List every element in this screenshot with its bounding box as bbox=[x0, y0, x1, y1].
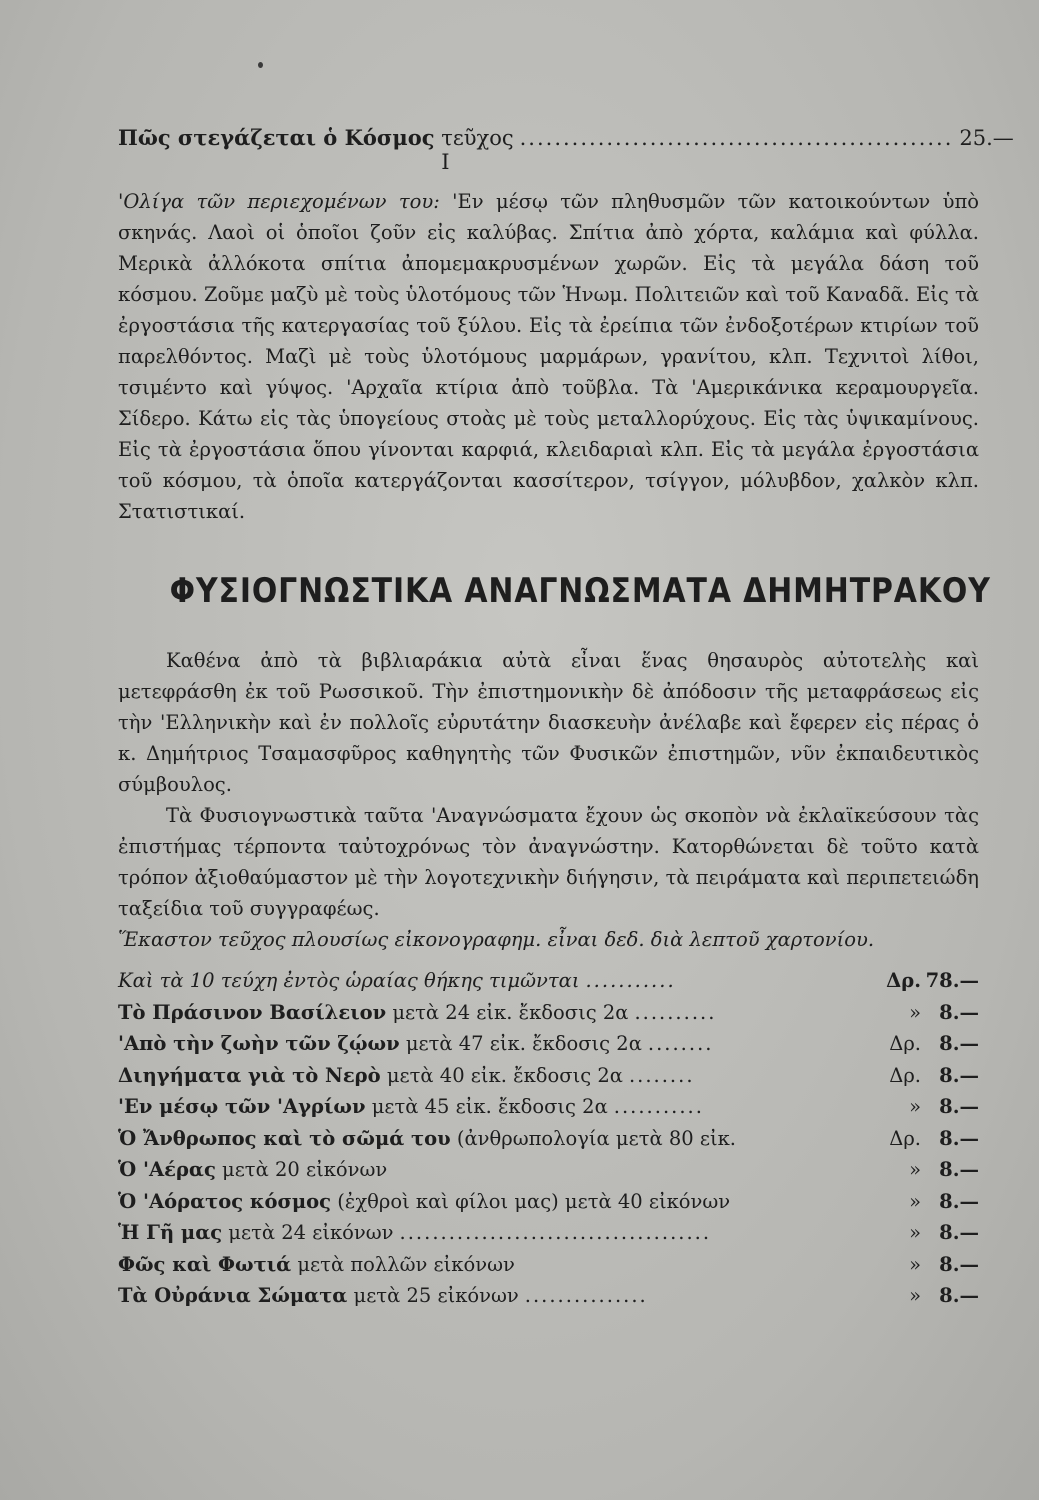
header-entry bbox=[118, 125, 1014, 174]
leader-dots: ...................................... bbox=[399, 1221, 712, 1244]
price-row bbox=[118, 1028, 979, 1060]
price-amount: 8.— bbox=[939, 1158, 979, 1181]
price-currency: » bbox=[909, 1221, 921, 1244]
price-currency: Δρ. bbox=[889, 1032, 921, 1055]
price-row bbox=[118, 965, 979, 997]
header-issue: τεῦχος I bbox=[441, 126, 514, 174]
price-row bbox=[118, 1060, 979, 1092]
price-row bbox=[118, 1249, 979, 1281]
series-banner: ΦΥΣΙΟΓΝΩΣΤΙΚΑ ΑΝΑΓΝΩΣΜΑΤΑ ΔΗΜΗΤΡΑΚΟΥ bbox=[169, 571, 991, 611]
price-row-title: Ὁ Ἄνθρωπος καὶ τὸ σῶμά του (ἀνθρωπολογία μετὰ 80 εἰκ. bbox=[118, 1126, 737, 1150]
price-currency: » bbox=[909, 1252, 921, 1276]
contents-lead-in: 'Ολίγα τῶν περιεχομένων του: bbox=[118, 190, 440, 213]
price-amount: 8.— bbox=[939, 1032, 979, 1055]
price-amount: 8.— bbox=[939, 1221, 979, 1244]
price-row-title: 'Εν μέσῳ τῶν 'Αγρίων μετὰ 45 εἰκ. ἔκδοσις 2α bbox=[118, 1095, 608, 1118]
price-currency: Δρ. bbox=[886, 969, 921, 992]
price-amount: 8.— bbox=[939, 1189, 979, 1213]
leader-dots: ........... bbox=[613, 1095, 704, 1118]
header-page-number: 25.— bbox=[959, 126, 1014, 150]
price-amount: 8.— bbox=[939, 1000, 979, 1024]
price-row bbox=[118, 997, 979, 1029]
price-amount: 8.— bbox=[939, 1252, 979, 1276]
price-currency: » bbox=[909, 1189, 921, 1213]
price-currency: Δρ. bbox=[889, 1063, 921, 1087]
contents-paragraph bbox=[118, 186, 979, 527]
contents-text: 'Εν μέσῳ τῶν πληθυσμῶν τῶν κατοικούντων ὑπὸ σκηνάς. Λαοὶ οἱ ὁποῖοι ζοῦν εἰς καλύβας. Σπίτια ἀπὸ χόρτα, καλάμια καὶ φύλλα. Μερικὰ ἀλλόκοτα σπίτια ἀπομεμακρυσμένων χωρῶν. Εἰς τὰ μεγάλα δάση τοῦ κόσμου. Ζοῦμε μαζὺ μὲ τοὺς ὑλοτόμους τῶν Ἡνωμ. Πολιτειῶν καὶ τοῦ Καναδᾶ. Εἰς τὰ ἐργοστάσια τῆς κατεργασίας τοῦ ξύλου. Εἰς τὰ ἐρείπια τῶν ἐνδοξοτέρων κτιρίων τοῦ παρελθόντος. Μαζὶ μὲ τοὺς ὑλοτόμους μαρμάρων, γρανίτου, κλπ. Τεχνιτοὶ λίθοι, τσιμέντο καὶ γύψος. 'Αρχαῖα κτίρια ἀπὸ τοῦβλα. Τὰ 'Αμερικάνικα κεραμουργεῖα. Σίδερο. Κάτω εἰς τὰς ὑπογείους στοὰς μὲ τοὺς μεταλλορύχους. Εἰς τὰς ὑψικαμίνους. Εἰς τὰ ἐργοστάσια ὅπου γίνονται καρφιά, κλειδαριαὶ κλπ. Εἰς τὰ μεγάλα ἐργοστάσια τοῦ κόσμου, τὰ ὁποῖα κατεργάζονται κασσίτερον, τσίγγον, μόλυβδον, χαλκὸν κλπ. Στατιστικαί. bbox=[118, 190, 980, 523]
price-row-title: 'Απὸ τὴν ζωὴν τῶν ζῴων μετὰ 47 εἰκ. ἔκδοσις 2α bbox=[118, 1032, 642, 1055]
price-row-title: Διηγήματα γιὰ τὸ Νερὸ μετὰ 40 εἰκ. ἔκδοσις 2α bbox=[118, 1063, 623, 1087]
price-currency: » bbox=[909, 1284, 921, 1307]
price-row-title: Ὁ 'Αόρατος κόσμος (ἐχθροὶ καὶ φίλοι μας) μετὰ 40 εἰκόνων bbox=[118, 1189, 731, 1213]
header-title: Πῶς στεγάζεται ὁ Κόσμος bbox=[118, 125, 435, 150]
price-row bbox=[118, 1186, 979, 1218]
leader-dots: ........... bbox=[585, 969, 676, 992]
price-amount: 8.— bbox=[939, 1284, 979, 1307]
ink-dot bbox=[258, 62, 263, 68]
price-amount: 78.— bbox=[925, 969, 979, 992]
price-row bbox=[118, 1280, 979, 1312]
price-row-title: Φῶς καὶ Φωτιά μετὰ πολλῶν εἰκόνων bbox=[118, 1252, 515, 1276]
price-row-title: Τὰ Οὐράνια Σώματα μετὰ 25 εἰκόνων bbox=[118, 1284, 519, 1307]
price-row-title: Τὸ Πράσινον Βασίλειον μετὰ 24 εἰκ. ἔκδοσις 2α bbox=[118, 1000, 629, 1024]
leader-dots: ........ bbox=[628, 1063, 695, 1087]
price-amount: 8.— bbox=[939, 1063, 979, 1087]
price-currency: Δρ. bbox=[889, 1126, 921, 1150]
price-row bbox=[118, 1123, 979, 1155]
price-amount: 8.— bbox=[939, 1126, 979, 1150]
price-row-title: Καὶ τὰ 10 τεύχη ἐντὸς ὡραίας θήκης τιμῶνται bbox=[118, 969, 580, 992]
description-paragraph-3: Ἕκαστον τεῦχος πλουσίως εἰκονογραφημ. εἶναι δεδ. διὰ λεπτοῦ χαρτονίου. bbox=[118, 928, 875, 951]
description-paragraph-1: Καθένα ἀπὸ τὰ βιβλιαράκια αὐτὰ εἶναι ἕνας θησαυρὸς αὐτοτελὴς καὶ μετεφράσθη ἐκ τοῦ Ρωσσικοῦ. Τὴν ἐπιστημονικὴν δὲ ἀπόδοσιν τῆς μεταφράσεως εἰς τὴν 'Ελληνικὴν καὶ ἐν πολλοῖς εὐρυτάτην διασκευὴν ἀνέλαβε καὶ ἔφερεν εἰς πέρας ὁ κ. Δημήτριος Τσαμασφῦρος καθηγητὴς τῶν Φυσικῶν ἐπιστημῶν, νῦν ἐκπαιδευτικὸς σύμβουλος. bbox=[118, 649, 979, 796]
description-paragraph-2: Τὰ Φυσιογνωστικὰ ταῦτα 'Αναγνώσματα ἔχουν ὡς σκοπὸν νὰ ἐκλαϊκεύσουν τὰς ἐπιστήμας τέρποντα ταὐτοχρόνως τὸν ἀναγνώστην. Κατορθώνεται δὲ τοῦτο κατὰ τρόπον ἀξιοθαύμαστον μὲ τὴν λογοτεχνικὴν διήγησιν, τὰ πειράματα καὶ περιπετειώδη ταξείδια τοῦ συγγραφέως. bbox=[118, 804, 979, 920]
leader-dots: .................................................. bbox=[519, 126, 954, 150]
leader-dots: ........ bbox=[647, 1032, 714, 1055]
price-row bbox=[118, 1154, 979, 1186]
price-currency: » bbox=[909, 1158, 921, 1181]
price-row bbox=[118, 1091, 979, 1123]
price-amount: 8.— bbox=[939, 1095, 979, 1118]
price-row bbox=[118, 1217, 979, 1249]
price-row-title: Ἡ Γῆ μας μετὰ 24 εἰκόνων bbox=[118, 1221, 394, 1244]
series-description bbox=[118, 645, 979, 955]
leader-dots: ............... bbox=[524, 1284, 648, 1307]
price-currency: » bbox=[909, 1000, 921, 1024]
price-row-title: Ὁ 'Αέρας μετὰ 20 εἰκόνων bbox=[118, 1158, 388, 1181]
price-currency: » bbox=[909, 1095, 921, 1118]
leader-dots: .......... bbox=[634, 1000, 717, 1024]
price-list bbox=[118, 965, 979, 1312]
